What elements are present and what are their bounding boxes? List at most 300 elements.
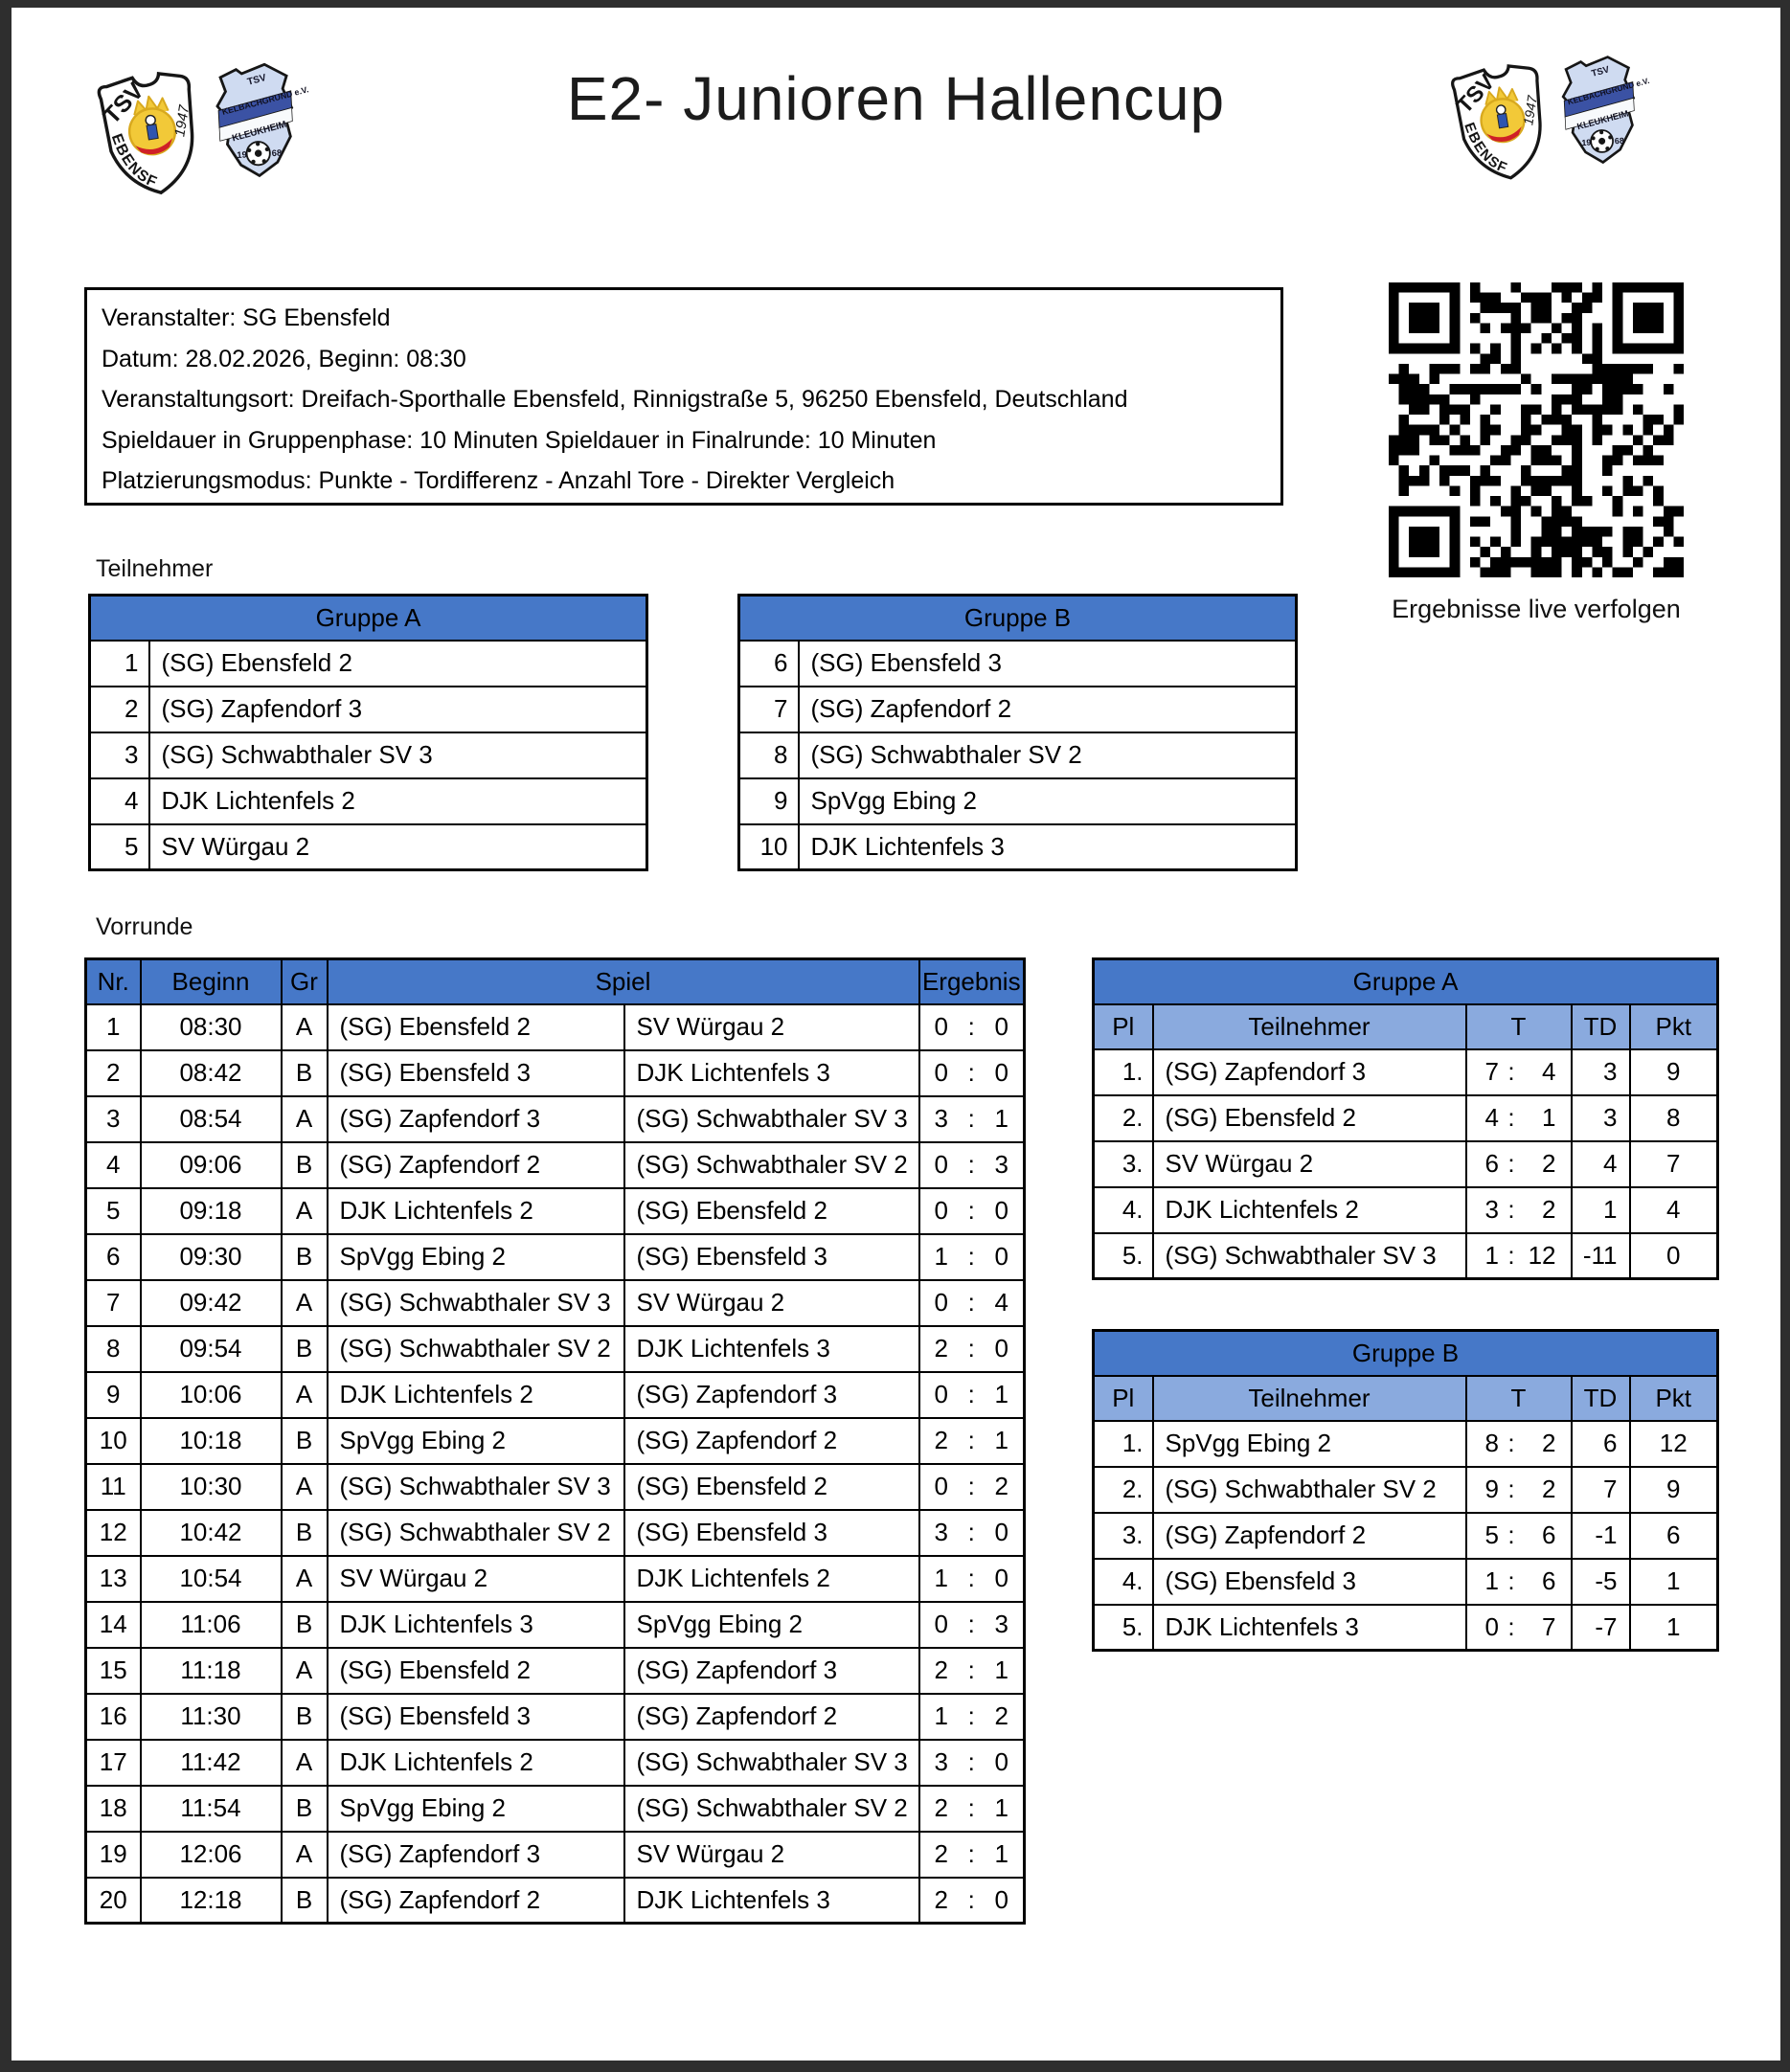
match-group: A (282, 1004, 328, 1050)
col-header-beginn: Beginn (141, 959, 282, 1004)
match-group: A (282, 1372, 328, 1418)
match-home-team: DJK Lichtenfels 2 (328, 1740, 624, 1786)
standings-goal-difference: -11 (1572, 1233, 1630, 1279)
match-time: 08:30 (141, 1004, 282, 1050)
match-time: 09:30 (141, 1234, 282, 1280)
goals-against: 6 (1542, 1520, 1556, 1549)
page-title: E2- Junioren Hallencup (566, 64, 1226, 133)
standings-b-title: Gruppe B (1094, 1331, 1718, 1376)
col-header-spiel: Spiel (328, 959, 919, 1004)
standings-place: 5. (1094, 1233, 1153, 1279)
group-a-header: Gruppe A (90, 596, 647, 641)
match-home-team: (SG) Zapfendorf 3 (328, 1832, 624, 1878)
standings-row (1094, 1467, 1718, 1513)
match-group: B (282, 1418, 328, 1464)
match-number: 14 (86, 1602, 141, 1648)
participant-name: (SG) Schwabthaler SV 3 (149, 732, 647, 778)
home-score: 1 (934, 1242, 948, 1271)
match-result (919, 1188, 1025, 1234)
match-time: 09:42 (141, 1280, 282, 1326)
match-home-team: (SG) Ebensfeld 2 (328, 1004, 624, 1050)
score-separator: : (967, 1701, 975, 1730)
match-home-team: SV Würgau 2 (328, 1556, 624, 1602)
match-group: A (282, 1740, 328, 1786)
score-separator: : (967, 1472, 975, 1500)
standings-points: 1 (1630, 1605, 1718, 1651)
match-time: 08:42 (141, 1050, 282, 1096)
match-time: 09:06 (141, 1142, 282, 1188)
standings-team: DJK Lichtenfels 2 (1153, 1187, 1466, 1233)
score-separator: : (967, 1058, 975, 1087)
away-score: 1 (994, 1380, 1009, 1408)
standings-header-row (1094, 1004, 1718, 1049)
match-group: A (282, 1556, 328, 1602)
col-header-td: TD (1572, 1376, 1630, 1421)
standings-team: DJK Lichtenfels 3 (1153, 1605, 1466, 1651)
match-row (86, 1878, 1025, 1924)
home-score: 2 (934, 1884, 948, 1914)
match-group: B (282, 1602, 328, 1648)
goals-for: 3 (1484, 1195, 1499, 1224)
match-group: B (282, 1142, 328, 1188)
standings-place: 5. (1094, 1605, 1153, 1651)
match-time: 09:18 (141, 1188, 282, 1234)
standings-points: 1 (1630, 1559, 1718, 1605)
participant-name: (SG) Zapfendorf 3 (149, 687, 647, 732)
goals-for: 8 (1484, 1429, 1499, 1457)
match-home-team: DJK Lichtenfels 3 (328, 1602, 624, 1648)
score-separator: : (967, 1012, 975, 1041)
match-away-team: (SG) Ebensfeld 3 (624, 1510, 919, 1556)
participant-number: 10 (739, 824, 799, 870)
goals-against: 1 (1542, 1103, 1556, 1132)
participant-number: 7 (739, 687, 799, 732)
ebensfeld-crest-icon (1448, 61, 1555, 191)
match-time: 10:06 (141, 1372, 282, 1418)
match-result (919, 1096, 1025, 1142)
score-separator: : (1507, 1566, 1515, 1595)
score-separator: : (1507, 1611, 1515, 1641)
match-row (86, 1556, 1025, 1602)
participant-number: 6 (739, 641, 799, 687)
standings-team: (SG) Zapfendorf 2 (1153, 1513, 1466, 1559)
participant-row (739, 824, 1297, 870)
match-result (919, 1004, 1025, 1050)
standings-goal-difference: 6 (1572, 1421, 1630, 1467)
goals-against: 2 (1542, 1475, 1556, 1503)
participant-row (739, 778, 1297, 824)
away-score: 0 (994, 1884, 1009, 1914)
match-time: 10:30 (141, 1464, 282, 1510)
col-header-teilnehmer: Teilnehmer (1153, 1004, 1466, 1049)
standings-place: 4. (1094, 1187, 1153, 1233)
match-group: B (282, 1326, 328, 1372)
col-header-teilnehmer: Teilnehmer (1153, 1376, 1466, 1421)
match-away-team: (SG) Schwabthaler SV 2 (624, 1786, 919, 1832)
home-score: 0 (934, 1288, 948, 1317)
club-logos-right (1448, 50, 1651, 191)
participant-row (90, 687, 647, 732)
match-row (86, 1096, 1025, 1142)
standings-team: (SG) Ebensfeld 2 (1153, 1095, 1466, 1141)
match-result (919, 1142, 1025, 1188)
info-datum: Datum: 28.02.2026, Beginn: 08:30 (102, 345, 466, 372)
home-score: 2 (934, 1655, 948, 1684)
standings-place: 2. (1094, 1467, 1153, 1513)
match-time: 10:54 (141, 1556, 282, 1602)
match-group: A (282, 1188, 328, 1234)
vorrunde-table (84, 957, 1026, 1925)
standings-place: 4. (1094, 1559, 1153, 1605)
match-away-team: (SG) Zapfendorf 3 (624, 1648, 919, 1694)
match-result (919, 1510, 1025, 1556)
participants-table-group-b (737, 594, 1298, 871)
standings-goal-difference: 3 (1572, 1095, 1630, 1141)
home-score: 0 (934, 1380, 948, 1408)
match-group: A (282, 1832, 328, 1878)
match-row (86, 1740, 1025, 1786)
match-number: 17 (86, 1740, 141, 1786)
col-header-gr: Gr (282, 959, 328, 1004)
match-home-team: SpVgg Ebing 2 (328, 1418, 624, 1464)
qr-block (1389, 282, 1684, 624)
standings-row (1094, 1233, 1718, 1279)
match-result (919, 1326, 1025, 1372)
match-time: 12:06 (141, 1832, 282, 1878)
vorrunde-section-label: Vorrunde (96, 913, 193, 940)
match-away-team: (SG) Zapfendorf 3 (624, 1372, 919, 1418)
goals-for: 0 (1484, 1611, 1499, 1641)
participant-name: SV Würgau 2 (149, 824, 647, 870)
match-row (86, 1694, 1025, 1740)
col-header-pl: Pl (1094, 1004, 1153, 1049)
score-separator: : (1507, 1475, 1515, 1503)
col-header-pl: Pl (1094, 1376, 1153, 1421)
home-score: 1 (934, 1564, 948, 1592)
match-number: 18 (86, 1786, 141, 1832)
match-home-team: (SG) Zapfendorf 3 (328, 1096, 624, 1142)
standings-row (1094, 1421, 1718, 1467)
standings-row (1094, 1559, 1718, 1605)
standings-team: (SG) Ebensfeld 3 (1153, 1559, 1466, 1605)
match-row (86, 1142, 1025, 1188)
standings-table-group-a (1092, 957, 1719, 1280)
goals-for: 5 (1484, 1520, 1499, 1549)
score-separator: : (967, 1610, 975, 1638)
away-score: 2 (994, 1472, 1009, 1500)
match-home-team: DJK Lichtenfels 2 (328, 1188, 624, 1234)
standings-team: (SG) Schwabthaler SV 3 (1153, 1233, 1466, 1279)
away-score: 1 (994, 1426, 1009, 1454)
away-score: 0 (994, 1196, 1009, 1225)
score-separator: : (1507, 1057, 1515, 1086)
match-row (86, 1004, 1025, 1050)
standings-points: 9 (1630, 1467, 1718, 1513)
standings-goal-difference: 1 (1572, 1187, 1630, 1233)
match-home-team: (SG) Schwabthaler SV 2 (328, 1510, 624, 1556)
match-result (919, 1234, 1025, 1280)
away-score: 1 (994, 1655, 1009, 1684)
match-result (919, 1786, 1025, 1832)
standings-goals (1466, 1095, 1572, 1141)
match-time: 10:18 (141, 1418, 282, 1464)
score-separator: : (1507, 1240, 1515, 1270)
match-group: A (282, 1648, 328, 1694)
match-home-team: (SG) Schwabthaler SV 3 (328, 1464, 624, 1510)
score-separator: : (967, 1104, 975, 1133)
match-result (919, 1280, 1025, 1326)
participant-name: (SG) Ebensfeld 2 (149, 641, 647, 687)
match-result (919, 1694, 1025, 1740)
match-home-team: (SG) Ebensfeld 2 (328, 1648, 624, 1694)
participant-name: SpVgg Ebing 2 (799, 778, 1297, 824)
match-number: 15 (86, 1648, 141, 1694)
goals-for: 6 (1484, 1149, 1499, 1178)
participant-number: 8 (739, 732, 799, 778)
match-group: B (282, 1694, 328, 1740)
match-home-team: (SG) Ebensfeld 3 (328, 1694, 624, 1740)
participant-number: 2 (90, 687, 149, 732)
match-row (86, 1648, 1025, 1694)
standings-header-row (1094, 1376, 1718, 1421)
participant-row (739, 687, 1297, 732)
away-score: 0 (994, 1058, 1009, 1087)
match-away-team: SV Würgau 2 (624, 1280, 919, 1326)
standings-points: 8 (1630, 1095, 1718, 1141)
score-separator: : (967, 1518, 975, 1546)
match-number: 10 (86, 1418, 141, 1464)
score-separator: : (967, 1884, 975, 1914)
match-number: 12 (86, 1510, 141, 1556)
score-separator: : (967, 1747, 975, 1776)
match-time: 11:54 (141, 1786, 282, 1832)
match-away-team: (SG) Schwabthaler SV 3 (624, 1740, 919, 1786)
match-number: 11 (86, 1464, 141, 1510)
home-score: 3 (934, 1747, 948, 1776)
col-header-nr: Nr. (86, 959, 141, 1004)
match-time: 12:18 (141, 1878, 282, 1924)
participant-number: 1 (90, 641, 149, 687)
match-result (919, 1648, 1025, 1694)
standings-goals (1466, 1421, 1572, 1467)
match-away-team: (SG) Ebensfeld 3 (624, 1234, 919, 1280)
goals-against: 2 (1542, 1195, 1556, 1224)
qr-caption: Ergebnisse live verfolgen (1392, 595, 1681, 623)
match-time: 08:54 (141, 1096, 282, 1142)
standings-points: 12 (1630, 1421, 1718, 1467)
home-score: 2 (934, 1793, 948, 1822)
home-score: 2 (934, 1426, 948, 1454)
participant-name: (SG) Ebensfeld 3 (799, 641, 1297, 687)
match-away-team: (SG) Zapfendorf 2 (624, 1418, 919, 1464)
home-score: 0 (934, 1610, 948, 1638)
away-score: 0 (994, 1012, 1009, 1041)
col-header-td: TD (1572, 1004, 1630, 1049)
goals-for: 9 (1484, 1475, 1499, 1503)
match-home-team: DJK Lichtenfels 2 (328, 1372, 624, 1418)
participant-row (739, 641, 1297, 687)
participant-name: (SG) Schwabthaler SV 2 (799, 732, 1297, 778)
match-row (86, 1188, 1025, 1234)
goals-against: 4 (1542, 1057, 1556, 1086)
match-number: 2 (86, 1050, 141, 1096)
standings-row (1094, 1605, 1718, 1651)
col-header-pkt: Pkt (1630, 1376, 1718, 1421)
match-away-team: DJK Lichtenfels 2 (624, 1556, 919, 1602)
participant-row (90, 732, 647, 778)
standings-points: 0 (1630, 1233, 1718, 1279)
away-score: 3 (994, 1610, 1009, 1638)
away-score: 1 (994, 1793, 1009, 1822)
score-separator: : (967, 1564, 975, 1592)
document-page (11, 8, 1780, 2061)
match-time: 11:30 (141, 1694, 282, 1740)
standings-place: 3. (1094, 1141, 1153, 1187)
score-separator: : (1507, 1195, 1515, 1224)
match-row (86, 1326, 1025, 1372)
score-separator: : (967, 1288, 975, 1317)
col-header-pkt: Pkt (1630, 1004, 1718, 1049)
standings-row (1094, 1513, 1718, 1559)
match-home-team: (SG) Zapfendorf 2 (328, 1142, 624, 1188)
standings-a-title: Gruppe A (1094, 959, 1718, 1004)
participant-name: (SG) Zapfendorf 2 (799, 687, 1297, 732)
match-group: B (282, 1050, 328, 1096)
match-away-team: DJK Lichtenfels 3 (624, 1878, 919, 1924)
standings-goals (1466, 1233, 1572, 1279)
info-spieldauer: Spieldauer in Gruppenphase: 10 Minuten Spieldauer in Finalrunde: 10 Minuten (102, 426, 937, 454)
away-score: 3 (994, 1150, 1009, 1179)
away-score: 0 (994, 1564, 1009, 1592)
away-score: 0 (994, 1242, 1009, 1271)
match-group: B (282, 1510, 328, 1556)
home-score: 0 (934, 1058, 948, 1087)
match-row (86, 1602, 1025, 1648)
match-time: 11:42 (141, 1740, 282, 1786)
match-group: B (282, 1234, 328, 1280)
match-row (86, 1786, 1025, 1832)
standings-goal-difference: -7 (1572, 1605, 1630, 1651)
goals-against: 2 (1542, 1429, 1556, 1457)
participant-number: 3 (90, 732, 149, 778)
standings-row (1094, 1095, 1718, 1141)
match-result (919, 1464, 1025, 1510)
match-away-team: SV Würgau 2 (624, 1004, 919, 1050)
score-separator: : (1507, 1103, 1515, 1132)
match-row (86, 1372, 1025, 1418)
home-score: 0 (934, 1472, 948, 1500)
match-home-team: (SG) Schwabthaler SV 2 (328, 1326, 624, 1372)
standings-points: 4 (1630, 1187, 1718, 1233)
match-row (86, 1510, 1025, 1556)
match-number: 16 (86, 1694, 141, 1740)
home-score: 0 (934, 1150, 948, 1179)
match-row (86, 1280, 1025, 1326)
score-separator: : (967, 1793, 975, 1822)
match-number: 13 (86, 1556, 141, 1602)
score-separator: : (1507, 1149, 1515, 1178)
score-separator: : (967, 1150, 975, 1179)
match-number: 8 (86, 1326, 141, 1372)
away-score: 2 (994, 1701, 1009, 1730)
match-row (86, 1464, 1025, 1510)
match-result (919, 1556, 1025, 1602)
match-group: B (282, 1786, 328, 1832)
participant-row (739, 732, 1297, 778)
match-away-team: (SG) Zapfendorf 2 (624, 1694, 919, 1740)
match-result (919, 1050, 1025, 1096)
match-number: 19 (86, 1832, 141, 1878)
match-number: 1 (86, 1004, 141, 1050)
match-result (919, 1740, 1025, 1786)
match-away-team: (SG) Ebensfeld 2 (624, 1188, 919, 1234)
standings-points: 7 (1630, 1141, 1718, 1187)
away-score: 0 (994, 1518, 1009, 1546)
participants-section-label: Teilnehmer (96, 555, 214, 582)
goals-for: 1 (1484, 1566, 1499, 1595)
participant-row (90, 778, 647, 824)
standings-team: (SG) Schwabthaler SV 2 (1153, 1467, 1466, 1513)
standings-team: SpVgg Ebing 2 (1153, 1421, 1466, 1467)
standings-row (1094, 1141, 1718, 1187)
match-away-team: SpVgg Ebing 2 (624, 1602, 919, 1648)
match-time: 09:54 (141, 1326, 282, 1372)
match-number: 3 (86, 1096, 141, 1142)
standings-goal-difference: 4 (1572, 1141, 1630, 1187)
standings-place: 1. (1094, 1421, 1153, 1467)
goals-against: 2 (1542, 1149, 1556, 1178)
match-number: 7 (86, 1280, 141, 1326)
standings-goal-difference: 7 (1572, 1467, 1630, 1513)
score-separator: : (967, 1839, 975, 1868)
score-separator: : (967, 1426, 975, 1454)
match-result (919, 1602, 1025, 1648)
away-score: 1 (994, 1104, 1009, 1133)
match-result (919, 1372, 1025, 1418)
standings-goals (1466, 1513, 1572, 1559)
tournament-info-box (84, 287, 1283, 506)
match-result (919, 1878, 1025, 1924)
standings-table-group-b (1092, 1329, 1719, 1652)
score-separator: : (1507, 1429, 1515, 1457)
match-group: A (282, 1280, 328, 1326)
col-header-t: T (1466, 1376, 1572, 1421)
match-result (919, 1418, 1025, 1464)
away-score: 0 (994, 1334, 1009, 1363)
score-separator: : (967, 1196, 975, 1225)
standings-row (1094, 1187, 1718, 1233)
home-score: 3 (934, 1104, 948, 1133)
home-score: 2 (934, 1334, 948, 1363)
standings-goals (1466, 1605, 1572, 1651)
match-result (919, 1832, 1025, 1878)
standings-points: 6 (1630, 1513, 1718, 1559)
score-separator: : (967, 1380, 975, 1408)
match-home-team: SpVgg Ebing 2 (328, 1234, 624, 1280)
match-row (86, 1050, 1025, 1096)
match-number: 6 (86, 1234, 141, 1280)
match-row (86, 1832, 1025, 1878)
standings-goal-difference: -5 (1572, 1559, 1630, 1605)
participant-number: 4 (90, 778, 149, 824)
match-group: B (282, 1878, 328, 1924)
score-separator: : (1507, 1520, 1515, 1549)
standings-goals (1466, 1049, 1572, 1095)
standings-goal-difference: 3 (1572, 1049, 1630, 1095)
info-veranstaltungsort: Veranstaltungsort: Dreifach-Sporthalle Ebensfeld, Rinnigstraße 5, 96250 Ebensfeld, Deutschland (102, 386, 1128, 413)
participant-name: DJK Lichtenfels 3 (799, 824, 1297, 870)
match-away-team: DJK Lichtenfels 3 (624, 1050, 919, 1096)
